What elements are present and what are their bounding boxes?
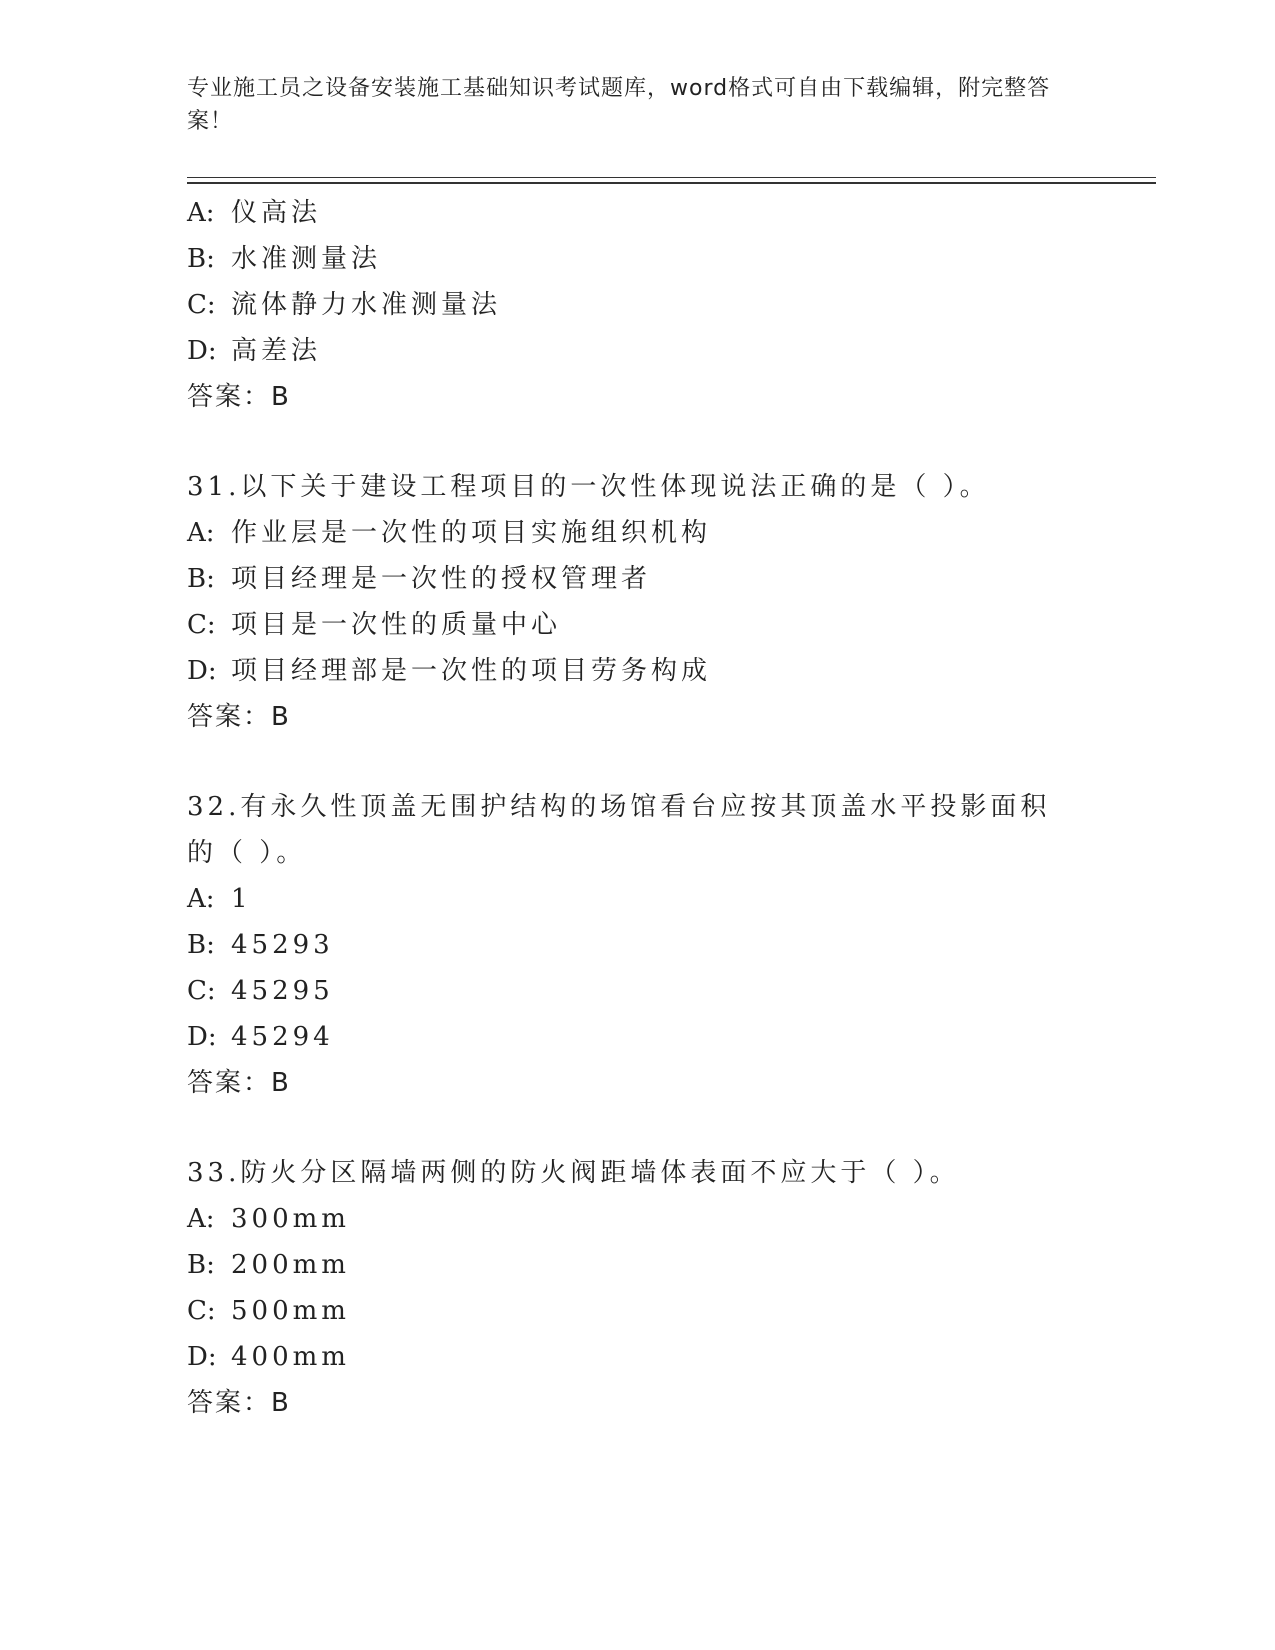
option-label: D: [187, 656, 217, 686]
option-label: B: [187, 244, 215, 274]
option-label: A: [187, 884, 215, 914]
question-block [187, 784, 1156, 1106]
option-b [187, 236, 1156, 282]
option-text: 200mm [231, 1250, 350, 1280]
option-label: A: [187, 1204, 215, 1234]
option-label: D: [187, 1022, 217, 1052]
question-block [187, 1150, 1156, 1426]
document-header [187, 72, 1087, 138]
spacer [187, 740, 1156, 784]
option-label: C: [187, 610, 216, 640]
option-d [187, 1014, 1156, 1060]
option-label: C: [187, 290, 216, 320]
option-label: C: [187, 1296, 216, 1326]
question-text: 33.防火分区隔墙两侧的防火阀距墙体表面不应大于（ ）。 [187, 1158, 960, 1188]
document-title: 专业施工员之设备安装施工基础知识考试题库，word格式可自由下载编辑，附完整答案！ [187, 76, 1051, 134]
spacer [187, 420, 1156, 464]
option-text: 1 [231, 884, 252, 914]
option-d [187, 1334, 1156, 1380]
option-c [187, 968, 1156, 1014]
question-text: 32.有永久性顶盖无围护结构的场馆看台应按其顶盖水平投影面积的（ ）。 [187, 792, 1051, 868]
question-block [187, 464, 1156, 740]
answer-line: 答案：B [187, 1068, 291, 1098]
option-text: 300mm [231, 1204, 350, 1234]
option-text: 项目经理是一次性的授权管理者 [231, 564, 652, 594]
option-label: C: [187, 976, 216, 1006]
option-c [187, 602, 1156, 648]
option-d [187, 328, 1156, 374]
answer-line: 答案：B [187, 702, 291, 732]
question-block [187, 190, 1156, 420]
option-text: 项目是一次性的质量中心 [231, 610, 562, 640]
option-text: 项目经理部是一次性的项目劳务构成 [231, 656, 712, 686]
option-text: 流体静力水准测量法 [231, 290, 502, 320]
option-text: 作业层是一次性的项目实施组织机构 [231, 518, 712, 548]
header-divider-thin [187, 177, 1156, 178]
option-a [187, 510, 1156, 556]
option-a [187, 190, 1156, 236]
option-text: 500mm [231, 1296, 350, 1326]
option-a [187, 1196, 1156, 1242]
option-label: A: [187, 198, 215, 228]
option-c [187, 1288, 1156, 1334]
answer-line: 答案：B [187, 382, 291, 412]
option-label: B: [187, 564, 215, 594]
option-text: 45293 [231, 930, 334, 960]
header-divider-thick [187, 182, 1156, 184]
option-label: A: [187, 518, 215, 548]
option-text: 水准测量法 [231, 244, 382, 274]
option-label: D: [187, 336, 217, 366]
option-text: 仪高法 [231, 198, 322, 228]
option-a [187, 876, 1156, 922]
option-b [187, 556, 1156, 602]
option-c [187, 282, 1156, 328]
question-list [187, 190, 1156, 1426]
option-d [187, 648, 1156, 694]
option-label: D: [187, 1342, 217, 1372]
option-text: 400mm [231, 1342, 350, 1372]
question-text: 31.以下关于建设工程项目的一次性体现说法正确的是（ ）。 [187, 472, 990, 502]
option-b [187, 922, 1156, 968]
answer-line: 答案：B [187, 1388, 291, 1418]
option-text: 45295 [231, 976, 334, 1006]
option-b [187, 1242, 1156, 1288]
option-label: B: [187, 930, 215, 960]
spacer [187, 1106, 1156, 1150]
option-text: 45294 [231, 1022, 334, 1052]
option-text: 高差法 [231, 336, 322, 366]
option-label: B: [187, 1250, 215, 1280]
